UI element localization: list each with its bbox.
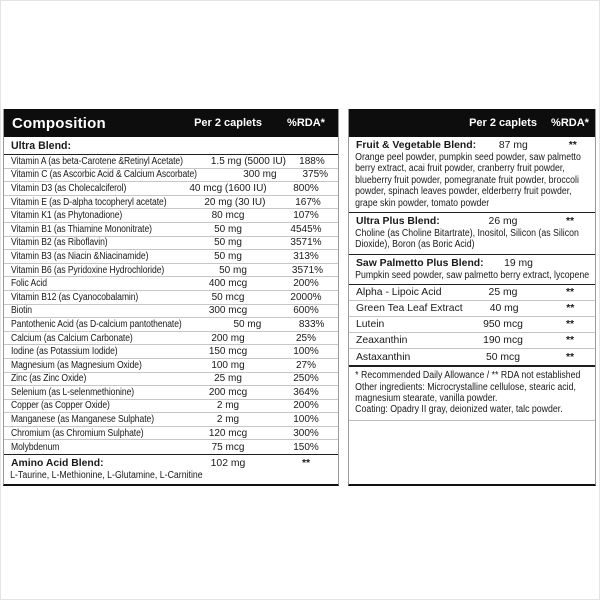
row-rda: 833% [298,318,325,330]
row-name: Selenium (as L-selenmethionine) [11,386,135,398]
blend-name: Saw Palmetto Plus Blend: [356,257,484,269]
row-rda: 4545% [290,223,322,235]
row-name: Green Tea Leaf Extract [356,303,463,315]
section-title-ultra-blend: Ultra Blend: [4,137,338,155]
blend-sections [349,137,595,284]
row-amount: 100 mg [211,359,245,371]
row-rda: ** [565,319,575,331]
blend-rda: ** [568,140,577,151]
row-amount: 50 mg [233,318,262,330]
table-row [349,349,595,365]
row-amount: 190 mcg [483,335,523,347]
row-amount: 20 mg (30 IU) [204,196,266,208]
composition-label [3,109,596,486]
blend-row [349,215,595,228]
row-name: Vitamin B2 (as Riboflavin) [11,237,108,249]
row-rda: 200% [293,278,319,290]
blend-name: Ultra Plus Blend: [356,216,440,228]
row-rda: 167% [295,196,321,208]
row-amount: 200 mcg [208,386,248,398]
row-amount: 50 mg [214,223,242,235]
table-row [4,291,338,305]
blend-row [349,139,595,152]
table-row [4,250,338,264]
row-rda: 250% [293,373,319,385]
extra-nutrient-rows [349,284,595,365]
row-name: Astaxanthin [356,351,411,363]
row-rda: 600% [293,305,319,317]
ultra-blend-rows [4,155,338,454]
blend-ingredients: Choline (as Choline Bitartrate), Inositol, Silicon (as Silicon Dioxide), Boron (as Boric Acid) [355,228,579,251]
row-rda: 3571% [291,264,324,276]
row-amount: 120 mcg [208,427,248,439]
row-amount: 80 mcg [211,210,245,222]
column-header-rda: %RDA* [287,117,325,129]
row-name: Copper (as Copper Oxide) [11,400,110,412]
table-row [4,209,338,223]
table-row [349,333,595,349]
row-rda: 107% [293,210,319,222]
row-amount: 300 mcg [208,305,248,317]
row-amount: 150 mcg [208,346,248,358]
row-rda: 2000% [290,291,322,303]
row-name: Chromium (as Chromium Sulphate) [11,427,144,439]
blend-ingredients: Orange peel powder, pumpkin seed powder, saw palmetto berry extract, acai fruit powder, cranberry fruit powder, blueberry fruit powder, pomegranate fruit powder, broccoli powder, spinach leaves powder, elderberry fruit powder, grape skin powder, tomato powder [355,152,581,209]
row-amount: 50 mg [214,237,242,249]
row-name: Calcium (as Calcium Carbonate) [11,332,133,344]
blend-rda: ** [301,458,311,470]
rda-footnote: * Recommended Daily Allowance / ** RDA not established [355,370,581,382]
row-amount: 25 mg [488,287,518,299]
table-row [4,413,338,427]
row-amount: 50 mcg [485,351,521,363]
left-table-header [4,109,338,137]
row-name: Vitamin B6 (as Pyridoxine Hydrochloride) [11,264,165,276]
row-rda: 364% [293,386,319,398]
row-name: Vitamin B3 (as Niacin &Niacinamide) [11,250,149,262]
blend-section [349,137,595,212]
row-amount: 50 mcg [211,291,245,303]
page-title: Composition [12,114,106,132]
row-name: Manganese (as Manganese Sulphate) [11,414,154,426]
row-name: Vitamin K1 (as Phytonadione) [11,210,123,222]
row-rda: ** [565,351,575,363]
row-rda: 3571% [290,237,322,249]
table-row [4,318,338,332]
row-name: Biotin [11,305,33,317]
row-amount: 50 mg [219,264,247,276]
table-row [349,317,595,333]
right-table-header [349,109,595,137]
table-row [4,182,338,196]
table-row [4,155,338,169]
right-table [348,109,596,486]
row-rda: 375% [302,169,329,181]
row-name: Iodine (as Potassium Iodide) [11,346,118,358]
column-header-amount: Per 2 caplets [469,117,537,129]
row-rda: 800% [293,182,319,194]
table-row [4,345,338,359]
row-name: Folic Acid [11,278,47,290]
blend-amount: 19 mg [504,257,533,269]
table-row [4,386,338,400]
row-name: Pantothenic Acid (as D-calcium pantothenate) [11,318,182,330]
row-name: Vitamin C (as Ascorbic Acid & Calcium Ascorbate) [11,169,197,181]
blend-amount: 102 mg [210,458,246,470]
blend-amount: 26 mg [488,216,518,228]
row-amount: 2 mg [216,414,240,426]
row-amount: 40 mcg (1600 IU) [189,182,267,194]
table-row [4,305,338,319]
column-header-rda: %RDA* [551,117,589,129]
table-row [4,427,338,441]
row-amount: 50 mg [214,250,242,262]
row-amount: 25 mg [214,373,242,385]
table-row [4,400,338,414]
table-row [4,169,338,183]
blend-section [349,212,595,254]
blend-name: Fruit & Vegetable Blend: [356,140,477,151]
row-name: Vitamin D3 (as Cholecalciferol) [11,182,127,194]
blend-ingredients: Pumpkin seed powder, saw palmetto berry extract, lycopene [355,269,590,281]
table-row [4,373,338,387]
row-rda: 200% [293,400,319,412]
blend-amount: 87 mg [498,140,528,151]
blend-row [349,257,595,270]
row-amount: 40 mg [489,303,519,315]
table-row [4,277,338,291]
row-amount: 300 mg [243,169,277,181]
row-rda: 25% [295,332,316,344]
row-name: Zeaxanthin [356,335,408,347]
footnotes [349,365,595,421]
row-amount: 400 mcg [208,278,248,290]
coating-note: Coating: Opadry II gray, deionized water, talc powder. [355,404,563,416]
amino-acid-blend [4,454,338,483]
table-row [4,332,338,346]
blend-section [349,254,595,284]
row-amount: 75 mcg [211,441,245,453]
row-name: Magnesium (as Magnesium Oxide) [11,359,142,371]
row-amount: 950 mcg [483,319,523,331]
table-row [4,440,338,454]
table-row [349,285,595,301]
row-name: Zinc (as Zinc Oxide) [11,373,87,385]
row-rda: ** [565,287,575,299]
row-name: Vitamin B1 (as Thiamine Mononitrate) [11,223,152,235]
row-name: Molybdenum [11,441,60,453]
row-name: Lutein [356,319,385,331]
table-row [4,237,338,251]
left-table [3,109,339,486]
blend-ingredients: L-Taurine, L-Methionine, L-Glutamine, L-Carnitine [10,470,203,482]
row-rda: 313% [293,250,319,262]
row-amount: 200 mg [211,332,245,344]
row-name: Alpha - Lipoic Acid [356,287,442,299]
row-amount: 1.5 mg (5000 IU) [210,155,286,167]
blend-row [4,457,338,470]
row-rda: 100% [293,414,319,426]
table-row [349,301,595,317]
row-rda: 188% [299,155,325,167]
table-row [4,196,338,210]
column-header-amount: Per 2 caplets [194,117,262,129]
row-name: Vitamin B12 (as Cyanocobalamin) [11,291,139,303]
table-row [4,264,338,278]
other-ingredients-note: Other ingredients: Microcrystalline cellulose, stearic acid, magnesium stearate, vanilla powder. [355,381,576,405]
row-rda: 150% [293,441,319,453]
row-rda: ** [565,335,575,347]
row-amount: 2 mg [216,400,240,412]
table-row [4,223,338,237]
row-rda: ** [566,303,575,315]
blend-rda: ** [565,216,575,228]
blend-name: Amino Acid Blend: [11,458,104,470]
row-rda: 100% [293,346,319,358]
row-name: Vitamin A (as beta-Carotene &Retinyl Acetate) [11,155,183,167]
row-rda: 27% [295,359,316,371]
row-rda: 300% [293,427,319,439]
row-name: Vitamin E (as D-alpha tocopheryl acetate) [11,196,167,208]
table-row [4,359,338,373]
